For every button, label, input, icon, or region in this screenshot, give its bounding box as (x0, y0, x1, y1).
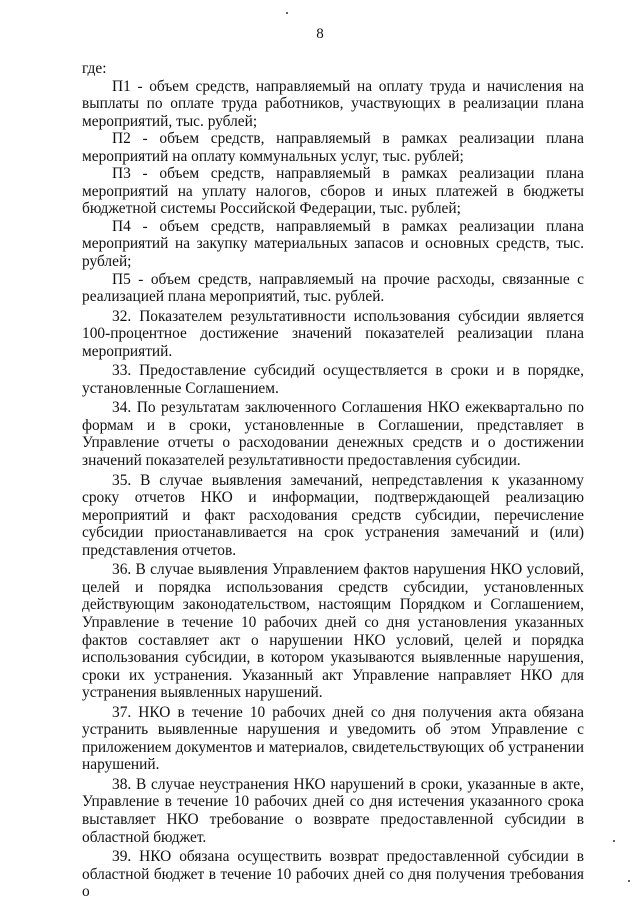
document-body (82, 60, 584, 901)
page-number: 8 (316, 26, 324, 42)
paragraph-37: 37. НКО в течение 10 рабочих дней со дня получения акта обязана устранить выявленные нарушения и уведомить об этом Управление с приложением документов и материалов, свидетельствующих об устранении нарушений. (82, 703, 584, 774)
paragraph-35: 35. В случае выявления замечаний, непредставления к указанному сроку отчетов НКО и информации, подтверждающей реализацию мероприятий и факт расходования средств субсидии, перечисление субсидии приостанавливается на срок устранения замечаний и (или) представления отчетов. (82, 471, 584, 559)
paragraph-p3: П3 - объем средств, направляемый в рамках реализации плана мероприятий на уплату налогов, сборов и иных платежей в бюджеты бюджетной системы Российской Федерации, тыс. рублей; (82, 165, 584, 218)
paragraph-33: 33. Предоставление субсидий осуществляется в сроки и в порядке, установленные Соглашением. (82, 362, 584, 397)
paragraph-p4: П4 - объем средств, направляемый в рамках реализации плана мероприятий на закупку материальных запасов и основных средств, тыс. рублей; (82, 217, 584, 271)
paragraph-where: где: (82, 60, 107, 77)
paragraph-p1: П1 - объем средств, направляемый на оплату труда и начисления на выплаты по оплате труда работников, участвующих в реализации плана мероприятий, тыс. рублей; (82, 77, 584, 130)
paragraph-p2: П2 - объем средств, направляемый в рамках реализации плана мероприятий на оплату коммунальных услуг, тыс. рублей; (82, 130, 584, 165)
paragraph-39: 39. НКО обязана осуществить возврат предоставленной субсидии в областной бюджет в течение 10 рабочих дней со дня получения требования о (82, 848, 584, 901)
paragraph-p5: П5 - объем средств, направляемый на прочие расходы, связанные с реализацией плана мероприятий, тыс. рублей. (82, 270, 584, 306)
paragraph-38: 38. В случае неустранения НКО нарушений в сроки, указанные в акте, Управление в течение 10 рабочих дней со дня истечения указанного срока выставляет НКО требование о возврате предоставленной субсидии в областной бюджет. (82, 775, 584, 846)
paragraph-32: 32. Показателем результативности использования субсидии является 100-процентное достижение значений показателей реализации плана мероприятий. (82, 307, 584, 360)
scan-speck (628, 880, 630, 882)
scan-speck (613, 840, 615, 842)
paragraph-34: 34. По результатам заключенного Соглашения НКО ежеквартально по формам и в сроки, установленные в Соглашении, представляет в Управление отчеты о расходовании денежных средств и о достижении значений показателей результативности предоставления субсидии. (82, 399, 584, 470)
scan-speck (286, 12, 288, 14)
paragraph-36: 36. В случае выявления Управлением фактов нарушения НКО условий, целей и порядка использования средств субсидии, установленных действующим законодательством, настоящим Порядком и Соглашением, Управление в течение 10 рабочих дней со дня установления указанных фактов составляет акт о нарушении НКО условий, целей и порядка использования субсидии, в котором указываются выявленные нарушения, сроки их устранения. Указанный акт Управление направляет НКО для устранения выявленных нарушений. (82, 561, 584, 702)
